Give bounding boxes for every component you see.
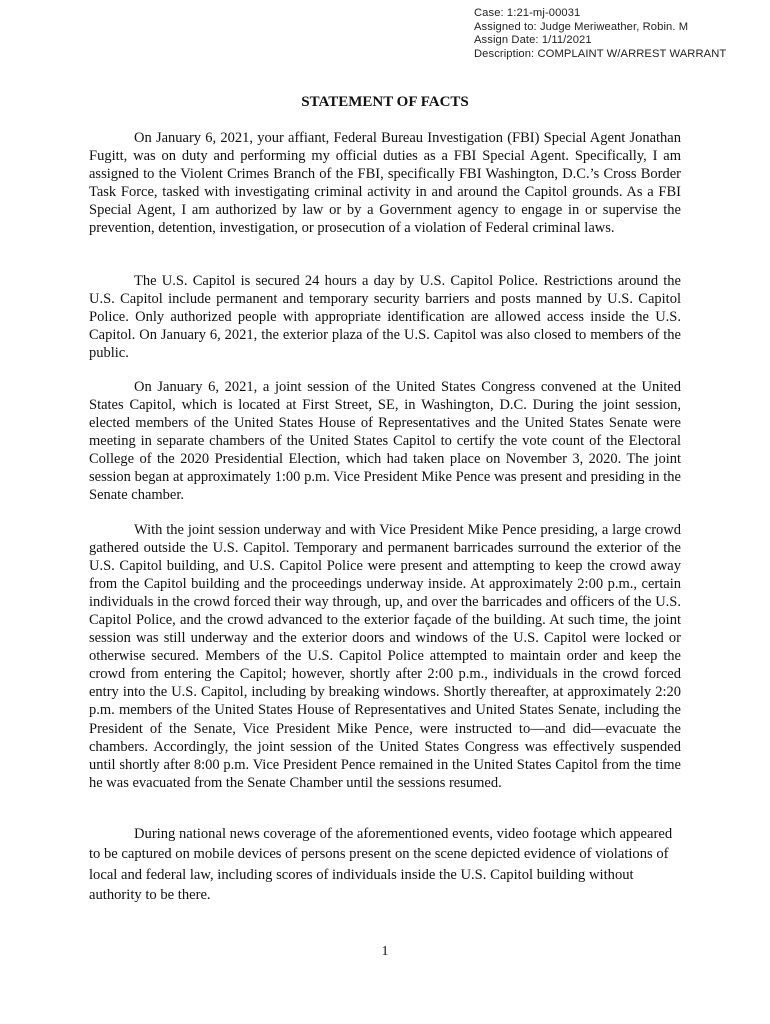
paragraph-news-coverage: During national news coverage of the aforementioned events, video footage which appeared to be captured on mobile devices of persons present on the scene depicted evidence of violations of local and federal law, including scores of individuals inside the U.S. Capitol building without authority to be there.: [89, 826, 673, 903]
case-header-stamp: [474, 7, 764, 61]
case-description: Description: COMPLAINT W/ARREST WARRANT: [474, 47, 727, 60]
page-number: 1: [381, 944, 389, 959]
assign-date: Assign Date: 1/11/2021: [474, 34, 592, 47]
case-number: Case: 1:21-mj-00031: [474, 7, 581, 19]
paragraph-joint-session: On January 6, 2021, a joint session of the United States Congress convened at the United States Capitol, which is located at First Street, SE, in Washington, D.C. During the joint session, elected members of the United States House of Representatives and the United States Senate were meeting in separate chambers of the United States Capitol to certify the vote count of the Electoral College of the 2020 Presidential Election, which had taken place on November 3, 2020. The joint session began at approximately 1:00 p.m. Vice President Mike Pence was present and presiding in the Senate chamber.: [89, 379, 681, 504]
paragraph-capitol-security: The U.S. Capitol is secured 24 hours a day by U.S. Capitol Police. Restrictions around the U.S. Capitol include permanent and temporary security barriers and posts manned by U.S. Capitol Police. Only authorized people with appropriate identification are allowed access inside the U.S. Capitol. On January 6, 2021, the exterior plaza of the U.S. Capitol was also closed to members of the public.: [89, 273, 681, 362]
document-title: STATEMENT OF FACTS: [301, 94, 469, 110]
paragraph-crowd-breach: With the joint session underway and with Vice President Mike Pence presiding, a large crowd gathered outside the U.S. Capitol. Temporary and permanent barricades surround the exterior of the U.S. Capitol building, and U.S. Capitol Police were present and attempting to keep the crowd away from the Capitol building and the proceedings underway inside. At approximately 2:00 p.m., certain individuals in the crowd forced their way through, up, and over the barricades and officers of the U.S. Capitol Police, and the crowd advanced to the exterior façade of the building. At such time, the joint session was still underway and the exterior doors and windows of the U.S. Capitol were locked or otherwise secured. Members of the U.S. Capitol Police attempted to maintain order and keep the crowd from entering the Capitol; however, shortly after 2:00 p.m., individuals in the crowd forced entry into the U.S. Capitol, including by breaking windows. Shortly thereafter, at approximately 2:20 p.m. members of the United States House of Representatives and United States Senate, including the President of the Senate, Vice President Mike Pence, were instructed to—and did—evacuate the chambers. Accordingly, the joint session of the United States Congress was effectively suspended until shortly after 8:00 p.m. Vice President Pence remained in the United States Capitol from the time he was evacuated from the Senate Chamber until the sessions resumed.: [89, 522, 681, 791]
paragraph-affiant: On January 6, 2021, your affiant, Federal Bureau Investigation (FBI) Special Agent Jonathan Fugitt, was on duty and performing my official duties as a FBI Special Agent. Specifically, I am assigned to the Violent Crimes Branch of the FBI, specifically FBI Washington, D.C.’s Cross Border Task Force, tasked with investigating criminal activity in and around the Capitol grounds. As a FBI Special Agent, I am authorized by law or by a Government agency to engage in or supervise the prevention, detention, investigation, or prosecution of a violation of Federal criminal laws.: [89, 130, 681, 237]
assigned-judge: Assigned to: Judge Meriweather, Robin. M: [474, 20, 689, 33]
